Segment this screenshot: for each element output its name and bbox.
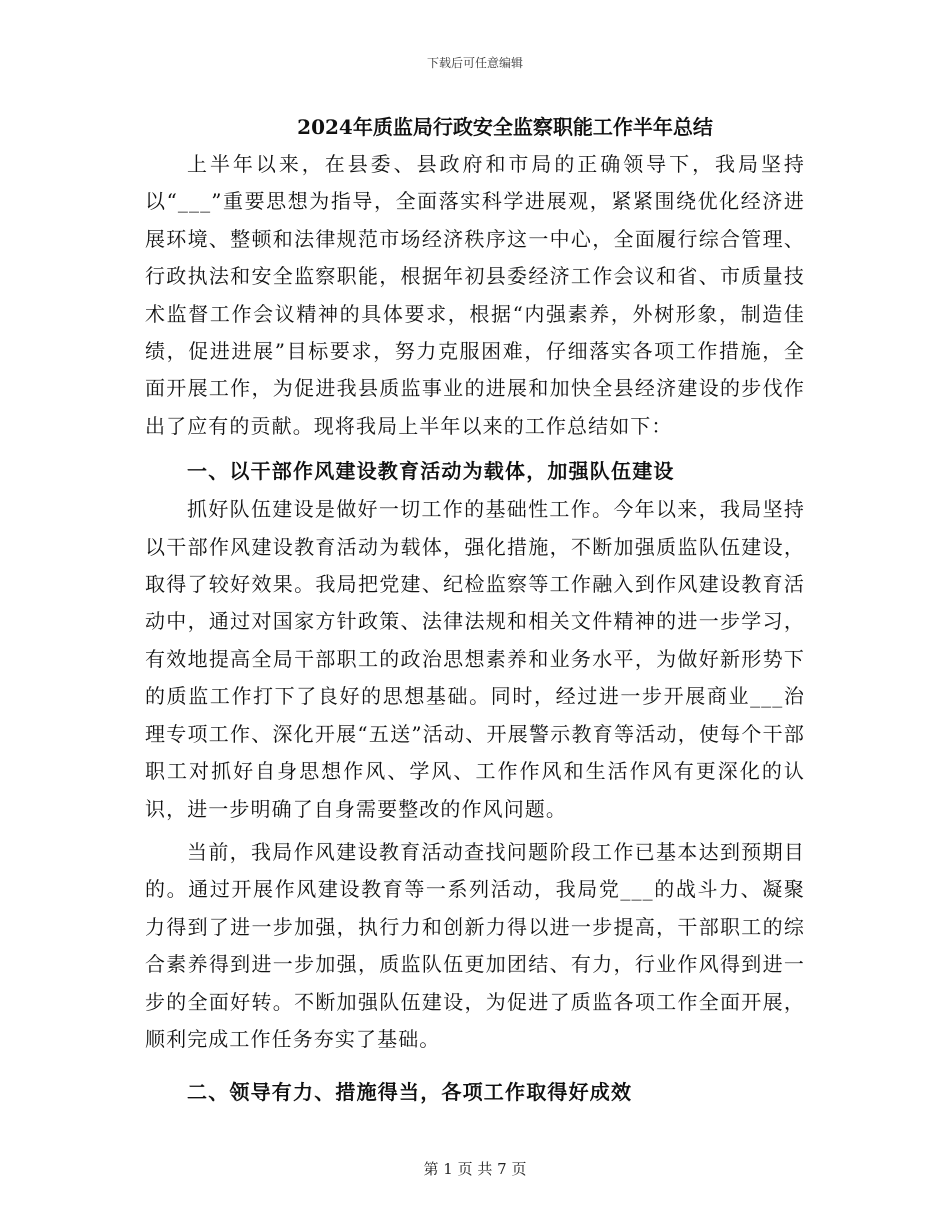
document-body xyxy=(145,108,805,1112)
section-heading-two: 二、领导有力、措施得当，各项工作取得好成效 xyxy=(187,1080,633,1105)
section-one-paragraph-2: 当前，我局作风建设教育活动查找问题阶段工作已基本达到预期目的。通过开展作风建设教育等一系列活动，我局党___的战斗力、凝聚力得到了进一步加强，执行力和创新力得以进一步提高，干部职工的综合素养得到进一步加强，质监队伍更加团结、有力，行业作风得到进一步的全面好转。不断加强队伍建设，为促进了质监各项工作全面开展，顺利完成工作任务夯实了基础。 xyxy=(145,839,805,1051)
document-title: 2024年质监局行政安全监察职能工作半年总结 xyxy=(297,115,713,139)
intro-paragraph: 上半年以来，在县委、县政府和市局的正确领导下，我局坚持以“___”重要思想为指导，全面落实科学进展观，紧紧围绕优化经济进展环境、整顿和法律规范市场经济秩序这一中心，全面履行综合管理、行政执法和安全监察职能，根据年初县委经济工作会议和省、市质量技术监督工作会议精神的具体要求，根据“内强素养，外树形象，制造佳绩，促进进展”目标要求，努力克服困难，仔细落实各项工作措施，全面开展工作，为促进我县质监事业的进展和加快全县经济建设的步伐作出了应有的贡献。现将我局上半年以来的工作总结如下： xyxy=(145,152,805,438)
section-one-paragraph-1: 抓好队伍建设是做好一切工作的基础性工作。今年以来，我局坚持以干部作风建设教育活动为载体，强化措施，不断加强质监队伍建设，取得了较好效果。我局把党建、纪检监察等工作融入到作风建设教育活动中，通过对国家方针政策、法律法规和相关文件精神的进一步学习，有效地提高全局干部职工的政治思想素养和业务水平，为做好新形势下的质监工作打下了良好的思想基础。同时，经过进一步开展商业___治理专项工作、深化开展“五送”活动、开展警示教育等活动，使每个干部职工对抓好自身思想作风、学风、工作作风和生活作风有更深化的认识，进一步明确了自身需要整改的作风问题。 xyxy=(145,497,805,821)
page-number: 第 1 页 共 7 页 xyxy=(423,1160,527,1178)
header-note: 下载后可任意编辑 xyxy=(426,56,523,70)
section-heading-one: 一、以干部作风建设教育活动为载体，加强队伍建设 xyxy=(187,459,675,484)
